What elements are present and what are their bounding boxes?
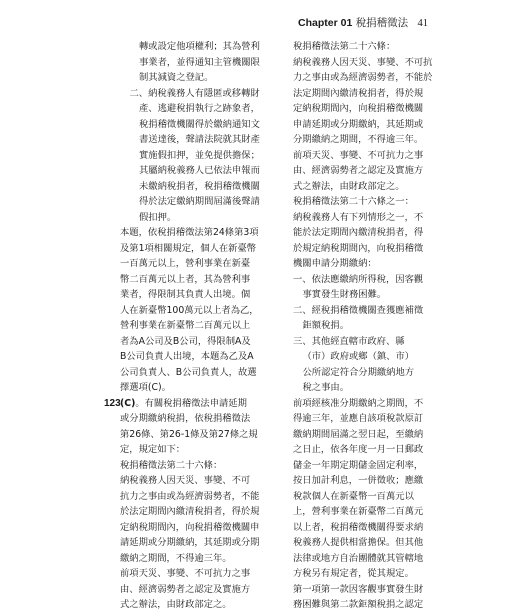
- text-line: 假扣押。: [139, 211, 177, 223]
- text-line: 三、其他經直轄市政府、縣: [293, 335, 405, 347]
- text-line: 由、經濟弱勢者之認定及實施方: [293, 165, 424, 176]
- text-line: 儲金一年期定期儲金固定利率，: [293, 459, 424, 471]
- question-line: 由、經濟弱勢者之認定及實施方: [120, 583, 251, 595]
- text-line: 一百萬元以上，營利事業在新臺: [120, 258, 251, 269]
- text-line: 力之事由或為經濟弱勢者，不能於: [293, 72, 433, 83]
- text-line: 營利事業在新臺幣二百萬元以上: [120, 320, 251, 331]
- text-line: 業者，得限制其負責人出境。個: [120, 289, 251, 300]
- text-line: 式之辦法，由財政部定之。: [293, 180, 405, 192]
- text-line: 二、納稅義務人有隱匿或移轉財: [129, 87, 260, 99]
- question-line: 於法定期間內繳清稅捐者，得於規: [120, 506, 260, 517]
- text-line: 稅款個人在新臺幣一百萬元以: [293, 490, 414, 502]
- text-line: 按日加計利息，一併徵收；應繳: [293, 475, 424, 486]
- text-line: 制其減資之登記。: [139, 72, 214, 83]
- text-line: 前項天災、事變、不可抗力之事: [293, 149, 424, 161]
- text-line: 者為A公司及B公司，得限制A及: [120, 335, 251, 347]
- text-line: 務困難與第二款鉅額稅捐之認定: [293, 599, 424, 610]
- answer-choice: (C): [120, 397, 136, 409]
- text-line: 事業者，並得通知主管機關限: [139, 56, 260, 68]
- text-line: 及第1項相關規定，個人在新臺幣: [120, 242, 257, 254]
- text-line: 納稅義務人因天災、事變、不可抗: [293, 56, 433, 68]
- chapter-title: 稅捐稽徵法: [355, 17, 409, 29]
- text-line: 稅義務人提供相當擔保。但其他: [293, 537, 424, 548]
- text-line: 定納稅期間內，向稅捐稽徵機關: [293, 103, 424, 114]
- text-line: 其屬納稅義務人已依法申報而: [139, 165, 260, 176]
- text-line: 第一項第一款因客觀事實發生財: [293, 583, 424, 595]
- text-line: 法定期間內繳清稅捐者，得於規: [293, 87, 424, 99]
- text-line: 鉅額稅捐。: [302, 320, 349, 331]
- text-line: 實施假扣押，並免提供擔保；: [139, 149, 260, 161]
- text-line: B公司負責人出境，本題為乙及A: [120, 351, 254, 362]
- question-line: 式之辦法，由財政部定之。: [120, 599, 232, 610]
- question-line: 或分期繳納稅捐，依稅捐稽徵法: [120, 413, 251, 424]
- chapter-label: Chapter 01: [298, 17, 353, 29]
- text-line: 於規定納稅期間內，向稅捐稽徵: [293, 242, 424, 254]
- text-line: 機關申請分期繳納：: [293, 258, 377, 269]
- text-line: 書送達後，聲請法院就其財產: [139, 134, 260, 145]
- text-line: 公司負責人、B公司負責人，故選: [120, 366, 257, 378]
- text-line: 人在新臺幣100萬元以上者為乙，: [120, 304, 259, 316]
- right-column-body: [293, 39, 431, 613]
- line-text: 。有關稅捐稽徵法申請延期: [135, 397, 247, 409]
- text-line: 稅捐稽徵機關得於繳納通知文: [139, 118, 260, 130]
- text-line: 產、逃避稅捐執行之跡象者，: [139, 103, 260, 114]
- text-line: 分期繳納之期間，不得逾三年。: [293, 134, 424, 145]
- question-line: 繳納之期間，不得逾三年。: [120, 552, 232, 564]
- question-block: [104, 396, 292, 613]
- text-line: 得逾三年，並應自該項稅款原訂: [293, 413, 424, 424]
- text-line: 事實發生財務困難。: [302, 289, 387, 300]
- left-column: [104, 39, 292, 613]
- text-line: 納稅義務人有下列情形之一，不: [293, 211, 424, 223]
- right-column: [293, 39, 431, 613]
- text-line: 公所認定符合分期繳納地方: [302, 366, 415, 378]
- text-line: （市）政府或鄉（鎮、市）: [302, 351, 415, 362]
- text-line: 以上者，稅捐稽徵機關得要求納: [293, 521, 424, 533]
- left-column-body: [120, 39, 292, 396]
- question-line: 稅捐稽徵法第二十六條：: [120, 459, 223, 471]
- question-line: 納稅義務人因天災、事變、不可: [120, 475, 251, 486]
- question-line: 前項天災、事變、不可抗力之事: [120, 568, 251, 579]
- text-line: 方稅另有規定者，從其規定。: [293, 568, 414, 579]
- question-number: 123: [104, 397, 121, 409]
- text-line: 法律或地方自治團體就其管轄地: [293, 552, 424, 564]
- text-line: 本題，依稅捐稽徵法第24條第3項: [120, 227, 259, 238]
- text-line: 得於法定繳納期間屆滿後聲請: [139, 196, 260, 207]
- text-line: 幣二百萬元以上者，其為營利事: [120, 273, 251, 285]
- question-line: 抗力之事由或為經濟弱勢者，不能: [120, 490, 260, 502]
- page-number: 41: [417, 18, 428, 29]
- question-line: [120, 396, 292, 412]
- text-line: 一、依法應繳納所得稅，因客觀: [293, 273, 424, 285]
- question-body: [120, 396, 292, 613]
- text-line: 稅之事由。: [302, 382, 349, 393]
- text-line: 轉或設定他項權利；其為營利: [139, 41, 260, 52]
- text-line: 稅捐稽徵法第二十六條之一：: [293, 196, 414, 207]
- text-line: 上，營利事業在新臺幣二百萬元: [293, 506, 424, 517]
- text-line: 繳納期間屆滿之翌日起，至繳納: [293, 428, 424, 440]
- text-line: 二、經稅捐稽徵機關查獲應補徵: [293, 304, 424, 316]
- text-line: 擇選項(C)。: [120, 382, 171, 393]
- question-line: 請延期或分期繳納，其延期或分期: [120, 537, 260, 548]
- question-line: 第26條、第26-1條及第27條之規: [120, 428, 258, 440]
- text-line: 前項經核准分期繳納之期間，不: [293, 397, 424, 409]
- text-line: 申請延期或分期繳納，其延期或: [293, 118, 424, 130]
- page-header: [298, 16, 428, 31]
- text-line: 未繳納稅捐者，稅捐稽徵機關: [139, 180, 260, 192]
- text-line: 能於法定期間內繳清稅捐者，得: [293, 227, 424, 238]
- text-line: 稅捐稽徵法第二十六條：: [293, 41, 396, 52]
- text-line: 之日止，依各年度一月一日郵政: [293, 444, 424, 455]
- question-line: 定，規定如下：: [120, 444, 186, 455]
- question-line: 定納稅期間內，向稅捐稽徵機關申: [120, 521, 260, 533]
